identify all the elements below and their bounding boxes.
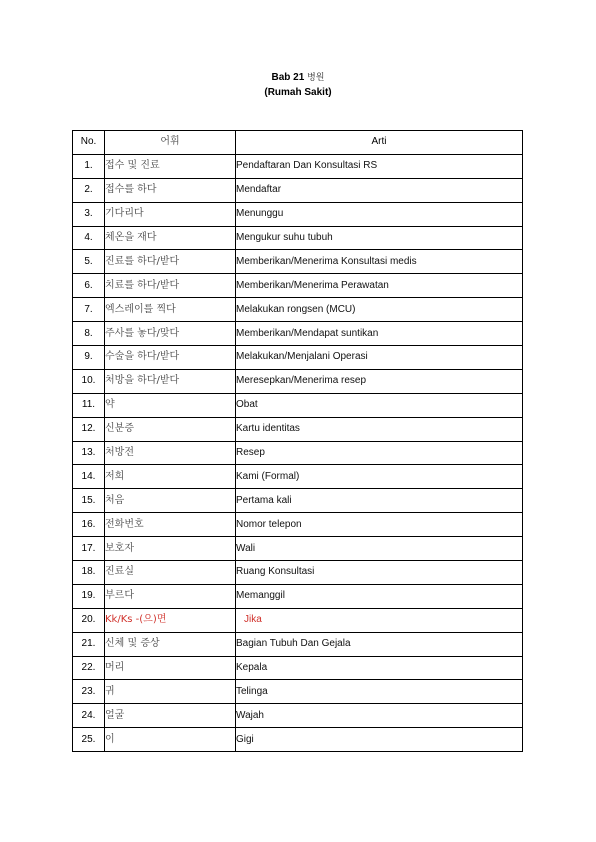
table-row: [73, 178, 523, 202]
row-meaning: Resep: [236, 441, 523, 465]
table-row: [73, 728, 523, 752]
row-korean-word: 처방을 하다/받다: [105, 369, 236, 393]
row-number: 11.: [73, 393, 105, 417]
row-korean-word: Kk/Ks -(으)면: [105, 608, 236, 632]
row-meaning: Kami (Formal): [236, 465, 523, 489]
table-row: [73, 656, 523, 680]
row-korean-word: 기다리다: [105, 202, 236, 226]
row-korean-word: 접수를 하다: [105, 178, 236, 202]
row-korean-word: 체온을 재다: [105, 226, 236, 250]
table-row: [73, 202, 523, 226]
row-korean-word: 약: [105, 393, 236, 417]
row-meaning: Memberikan/Menerima Konsultasi medis: [236, 250, 523, 274]
header-word: 어휘: [105, 131, 236, 155]
row-number: 3.: [73, 202, 105, 226]
row-number: 13.: [73, 441, 105, 465]
row-number: 15.: [73, 489, 105, 513]
title-line-1: [0, 70, 596, 85]
table-row: [73, 298, 523, 322]
row-meaning: Mendaftar: [236, 178, 523, 202]
chapter-korean-title: 병원: [307, 73, 325, 83]
row-number: 22.: [73, 656, 105, 680]
row-meaning: Mengukur suhu tubuh: [236, 226, 523, 250]
row-number: 2.: [73, 178, 105, 202]
row-korean-word: 머리: [105, 656, 236, 680]
vocabulary-table: [72, 130, 523, 752]
document-title: [0, 70, 596, 100]
row-korean-word: 신체 및 증상: [105, 632, 236, 656]
row-korean-word: 수술을 하다/받다: [105, 346, 236, 370]
row-meaning: Memberikan/Mendapat suntikan: [236, 322, 523, 346]
chapter-label: Bab 21: [271, 72, 305, 83]
row-meaning: Kepala: [236, 656, 523, 680]
row-korean-word: 보호자: [105, 537, 236, 561]
row-meaning: Telinga: [236, 680, 523, 704]
row-number: 17.: [73, 537, 105, 561]
table-row: [73, 274, 523, 298]
table-row: [73, 704, 523, 728]
row-meaning: Jika: [236, 608, 523, 632]
row-meaning: Gigi: [236, 728, 523, 752]
row-korean-word: 엑스레이를 찍다: [105, 298, 236, 322]
row-korean-word: 부르다: [105, 584, 236, 608]
row-korean-word: 진료실: [105, 561, 236, 585]
row-meaning: Meresepkan/Menerima resep: [236, 369, 523, 393]
row-number: 5.: [73, 250, 105, 274]
table-row: [73, 441, 523, 465]
table-row: [73, 250, 523, 274]
table-row: [73, 322, 523, 346]
row-number: 21.: [73, 632, 105, 656]
row-number: 23.: [73, 680, 105, 704]
row-korean-word: 주사를 놓다/맞다: [105, 322, 236, 346]
header-meaning: Arti: [236, 131, 523, 155]
row-number: 24.: [73, 704, 105, 728]
row-meaning: Pertama kali: [236, 489, 523, 513]
row-number: 8.: [73, 322, 105, 346]
row-meaning: Melakukan/Menjalani Operasi: [236, 346, 523, 370]
row-meaning: Memberikan/Menerima Perawatan: [236, 274, 523, 298]
row-number: 18.: [73, 561, 105, 585]
row-korean-word: 치료를 하다/받다: [105, 274, 236, 298]
row-meaning: Memanggil: [236, 584, 523, 608]
row-number: 1.: [73, 154, 105, 178]
row-korean-word: 전화번호: [105, 513, 236, 537]
table-row: [73, 489, 523, 513]
row-number: 12.: [73, 417, 105, 441]
row-number: 16.: [73, 513, 105, 537]
table-row: [73, 154, 523, 178]
chapter-subtitle: (Rumah Sakit): [264, 87, 332, 98]
header-no: No.: [73, 131, 105, 155]
row-meaning: Kartu identitas: [236, 417, 523, 441]
row-korean-word: 얼굴: [105, 704, 236, 728]
table-row: [73, 584, 523, 608]
row-korean-word: 처방전: [105, 441, 236, 465]
row-number: 19.: [73, 584, 105, 608]
table-header-row: [73, 131, 523, 155]
row-meaning: Pendaftaran Dan Konsultasi RS: [236, 154, 523, 178]
row-number: 7.: [73, 298, 105, 322]
table-row: [73, 226, 523, 250]
row-meaning: Wajah: [236, 704, 523, 728]
row-korean-word: 진료를 하다/받다: [105, 250, 236, 274]
table-row: [73, 561, 523, 585]
table-row: [73, 393, 523, 417]
table-row: [73, 537, 523, 561]
row-korean-word: 신분증: [105, 417, 236, 441]
row-number: 6.: [73, 274, 105, 298]
row-number: 25.: [73, 728, 105, 752]
table-row: [73, 369, 523, 393]
row-meaning: Obat: [236, 393, 523, 417]
row-korean-word: 이: [105, 728, 236, 752]
row-meaning: Melakukan rongsen (MCU): [236, 298, 523, 322]
table-row: [73, 465, 523, 489]
row-meaning: Ruang Konsultasi: [236, 561, 523, 585]
row-meaning: Wali: [236, 537, 523, 561]
table-row: [73, 513, 523, 537]
table-row: [73, 608, 523, 632]
table-row: [73, 346, 523, 370]
row-number: 10.: [73, 369, 105, 393]
row-number: 14.: [73, 465, 105, 489]
row-meaning: Nomor telepon: [236, 513, 523, 537]
row-meaning: Bagian Tubuh Dan Gejala: [236, 632, 523, 656]
row-meaning: Menunggu: [236, 202, 523, 226]
table-row: [73, 680, 523, 704]
table-row: [73, 632, 523, 656]
table-body: [73, 154, 523, 751]
row-korean-word: 접수 및 진료: [105, 154, 236, 178]
row-korean-word: 저희: [105, 465, 236, 489]
row-number: 20.: [73, 608, 105, 632]
row-number: 4.: [73, 226, 105, 250]
row-korean-word: 처음: [105, 489, 236, 513]
row-korean-word: 귀: [105, 680, 236, 704]
table-row: [73, 417, 523, 441]
row-number: 9.: [73, 346, 105, 370]
